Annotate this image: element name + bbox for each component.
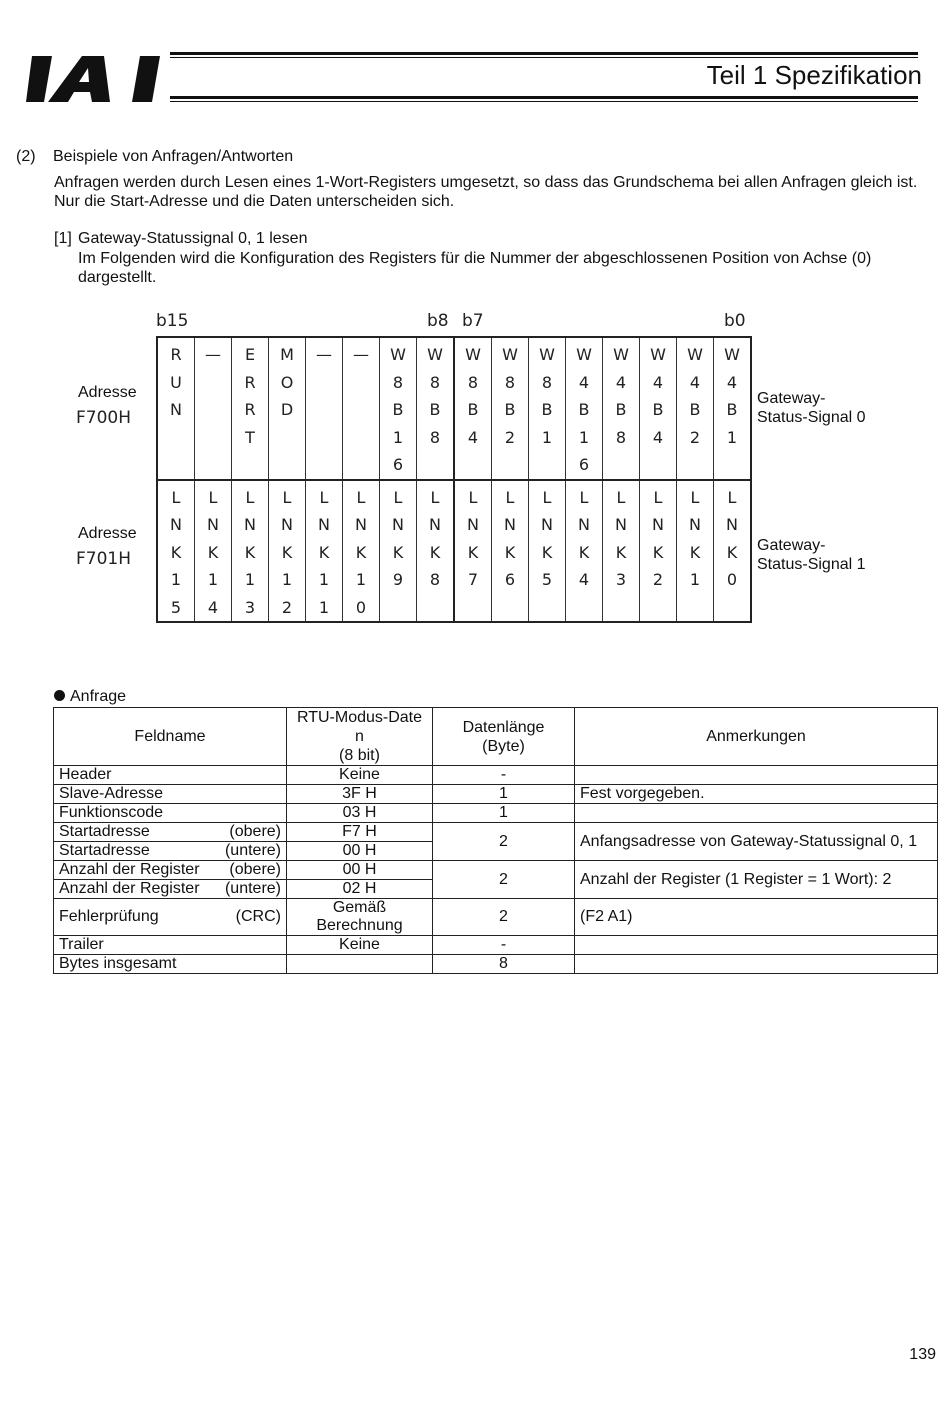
bit-label-b8: b8 xyxy=(427,311,449,331)
register-bit-cell xyxy=(380,480,417,623)
register-bit-label: L N K 1 4 xyxy=(207,487,219,617)
register-bit-label: L N K 8 xyxy=(429,487,441,589)
section-title: Beispiele von Anfragen/Antworten xyxy=(53,148,294,165)
register-bit-label: E R R T xyxy=(244,345,256,447)
cell-field xyxy=(54,842,287,861)
item-number: [1] xyxy=(54,230,72,247)
field-qualifier: (obere) xyxy=(229,823,281,840)
request-heading-text: Anfrage xyxy=(70,688,127,705)
bit-label-b7: b7 xyxy=(462,311,484,331)
register-bit-label: W 8 B 1 xyxy=(539,345,555,447)
cell-field xyxy=(54,823,287,842)
register-bit-label: L N K 1 2 xyxy=(281,487,293,617)
col-header-length xyxy=(433,708,575,766)
field-name: Anzahl der Register xyxy=(59,861,200,878)
iai-logo xyxy=(26,50,166,108)
cell-field xyxy=(54,880,287,899)
item-text: Im Folgenden wird die Konfiguration des Registers für die Nummer der abgeschlossenen Position von Achse (0) dargestellt. xyxy=(78,250,872,286)
register-bit-cell xyxy=(269,480,306,623)
register-bit-cell xyxy=(603,337,640,480)
register-bit-cell xyxy=(157,337,195,480)
col-header-length-line1: Datenlänge xyxy=(462,718,545,736)
register-bit-cell xyxy=(492,337,529,480)
address-value-1: F701H xyxy=(76,549,132,569)
cell-length: 8 xyxy=(433,955,575,974)
table-row xyxy=(54,804,938,823)
register-bit-cell xyxy=(566,480,603,623)
cell-rtu xyxy=(287,766,433,785)
col-header-remarks: Anmerkungen xyxy=(575,708,938,766)
register-bit-cell xyxy=(603,480,640,623)
field-name: Fehlerprüfung xyxy=(59,908,159,925)
register-bit-cell xyxy=(454,480,492,623)
field-qualifier: (obere) xyxy=(229,861,281,878)
register-bit-label: L N K 1 3 xyxy=(244,487,256,617)
register-bit-cell xyxy=(640,337,677,480)
part-title: Teil 1 Spezifikation xyxy=(706,60,922,90)
bit-label-b0: b0 xyxy=(724,311,746,331)
section-number: (2) xyxy=(16,148,36,165)
register-bit-label: L N K 9 xyxy=(392,487,404,589)
field-name: Slave-Adresse xyxy=(59,785,164,802)
register-bit-cell xyxy=(343,480,380,623)
cell-field xyxy=(54,785,287,804)
register-bit-label: L N K 7 xyxy=(467,487,479,589)
register-bit-cell xyxy=(306,337,343,480)
register-bit-label: L N K 0 xyxy=(726,487,738,589)
cell-remarks: Anfangsadresse von Gateway-Statussignal 0, 1 xyxy=(575,823,938,861)
cell-rtu xyxy=(287,899,433,936)
register-bit-label: R U N xyxy=(170,345,182,419)
cell-field xyxy=(54,955,287,974)
rtu-value: 00 H xyxy=(342,861,377,878)
signal-label-1-line2: Status-Signal 1 xyxy=(757,556,866,573)
register-bit-cell xyxy=(232,480,269,623)
register-bit-cell xyxy=(157,480,195,623)
rtu-value: 3F H xyxy=(342,785,377,802)
cell-remarks xyxy=(575,766,938,785)
cell-rtu xyxy=(287,785,433,804)
field-name: Startadresse xyxy=(59,842,150,859)
register-bit-cell xyxy=(566,337,603,480)
table-row xyxy=(54,955,938,974)
bullet-icon xyxy=(54,690,65,701)
section-paragraph: Anfragen werden durch Lesen eines 1-Wort-Registers umgesetzt, so dass das Grundschema bei allen Anfragen gleich ist. Nur die Start-Adresse und die Daten unterscheiden sich. xyxy=(54,174,918,210)
cell-remarks: Anzahl der Register (1 Register = 1 Wort): 2 xyxy=(575,861,938,899)
register-bit-label: W 4 B 8 xyxy=(613,345,629,447)
register-bit-label: L N K 5 xyxy=(541,487,553,589)
cell-rtu xyxy=(287,842,433,861)
field-qualifier: (untere) xyxy=(224,842,281,859)
cell-remarks: Fest vorgegeben. xyxy=(575,785,938,804)
cell-field xyxy=(54,804,287,823)
cell-rtu xyxy=(287,955,433,974)
field-name: Bytes insgesamt xyxy=(59,955,177,972)
cell-remarks xyxy=(575,936,938,955)
signal-label-0-line2: Status-Signal 0 xyxy=(757,409,866,426)
register-bit-cell xyxy=(232,337,269,480)
field-qualifier: (CRC) xyxy=(235,908,281,925)
register-bit-label: L N K 4 xyxy=(578,487,590,589)
table-row xyxy=(54,766,938,785)
register-bit-label: L N K 1 0 xyxy=(355,487,367,617)
col-header-length-line2: (Byte) xyxy=(482,737,525,755)
page-number: 139 xyxy=(909,1346,936,1363)
register-bit-label: — xyxy=(353,345,369,364)
cell-remarks xyxy=(575,955,938,974)
cell-rtu xyxy=(287,804,433,823)
register-bit-cell xyxy=(417,337,455,480)
register-row xyxy=(157,337,751,480)
register-diagram xyxy=(156,336,752,623)
header-rule-bottom-thin xyxy=(170,101,918,102)
register-bit-cell xyxy=(343,337,380,480)
rtu-value: 00 H xyxy=(342,842,377,859)
address-label-0: Adresse xyxy=(78,384,137,401)
col-header-rtu xyxy=(287,708,433,766)
field-name: Startadresse xyxy=(59,823,150,840)
request-heading xyxy=(54,688,126,706)
cell-length: 2 xyxy=(433,861,575,899)
cell-rtu xyxy=(287,861,433,880)
register-bit-label: L N K 2 xyxy=(652,487,664,589)
table-row xyxy=(54,936,938,955)
register-bit-cell xyxy=(306,480,343,623)
register-bit-cell xyxy=(492,480,529,623)
register-row xyxy=(157,480,751,623)
field-qualifier: (untere) xyxy=(224,880,281,897)
rtu-value: 02 H xyxy=(342,880,377,897)
col-header-field: Feldname xyxy=(54,708,287,766)
cell-length: 2 xyxy=(433,899,575,936)
cell-remarks: (F2 A1) xyxy=(575,899,938,936)
cell-field xyxy=(54,766,287,785)
cell-rtu xyxy=(287,880,433,899)
signal-label-1 xyxy=(757,536,866,574)
field-name: Trailer xyxy=(59,936,104,953)
request-table xyxy=(53,707,938,974)
cell-length: 2 xyxy=(433,823,575,861)
rtu-value: Berechnung xyxy=(316,917,403,934)
register-bit-cell xyxy=(380,337,417,480)
field-name: Anzahl der Register xyxy=(59,880,200,897)
cell-field xyxy=(54,861,287,880)
header-rule-middle xyxy=(170,57,918,58)
cell-remarks xyxy=(575,804,938,823)
register-bit-label: L N K 3 xyxy=(615,487,627,589)
col-header-rtu-line3: (8 bit) xyxy=(339,747,380,764)
register-bit-label: L N K 1 xyxy=(689,487,701,589)
register-bit-label: M O D xyxy=(280,345,294,419)
rtu-value: Keine xyxy=(339,766,380,783)
register-bit-cell xyxy=(529,480,566,623)
header-rule-bottom xyxy=(170,96,918,99)
register-bit-cell xyxy=(269,337,306,480)
register-bit-label: — xyxy=(316,345,332,364)
col-header-rtu-line1: RTU-Modus-Date xyxy=(296,709,423,726)
cell-length: - xyxy=(433,936,575,955)
register-bit-label: W 8 B 2 xyxy=(502,345,518,447)
register-bit-label: L N K 6 xyxy=(504,487,516,589)
address-label-1: Adresse xyxy=(78,525,137,542)
register-bit-cell xyxy=(640,480,677,623)
register-bit-cell xyxy=(195,337,232,480)
signal-label-1-line1: Gateway- xyxy=(757,537,826,554)
table-row xyxy=(54,861,938,880)
register-bit-label: — xyxy=(205,345,221,364)
cell-length: - xyxy=(433,766,575,785)
register-bit-cell xyxy=(714,480,752,623)
register-bit-cell xyxy=(677,480,714,623)
field-name: Header xyxy=(59,766,112,783)
register-bit-label: W 8 B 1 6 xyxy=(390,345,406,474)
field-name: Funktionscode xyxy=(59,804,164,821)
address-value-0: F700H xyxy=(76,408,132,428)
register-bit-label: W 4 B 1 6 xyxy=(576,345,592,474)
table-row xyxy=(54,823,938,842)
table-row xyxy=(54,785,938,804)
rtu-value: Gemäß xyxy=(332,899,387,916)
register-bit-label: W 4 B 4 xyxy=(650,345,666,447)
cell-length: 1 xyxy=(433,785,575,804)
rtu-value: Keine xyxy=(339,936,380,953)
bit-label-b15: b15 xyxy=(156,311,189,331)
cell-field xyxy=(54,936,287,955)
register-bit-label: W 8 B 8 xyxy=(427,345,443,447)
rtu-value: 03 H xyxy=(342,804,377,821)
register-bit-cell xyxy=(454,337,492,480)
rtu-value: F7 H xyxy=(342,823,377,840)
register-bit-cell xyxy=(195,480,232,623)
register-bit-label: L N K 1 1 xyxy=(318,487,330,617)
table-row xyxy=(54,899,938,936)
cell-length: 1 xyxy=(433,804,575,823)
signal-label-0-line1: Gateway- xyxy=(757,390,826,407)
col-header-rtu-line2: n xyxy=(355,728,364,745)
register-bit-label: W 8 B 4 xyxy=(465,345,481,447)
register-bit-cell xyxy=(417,480,455,623)
register-bit-cell xyxy=(714,337,752,480)
cell-field xyxy=(54,899,287,936)
header-rule-top xyxy=(170,52,918,55)
register-bit-label: L N K 1 5 xyxy=(170,487,182,617)
register-bit-cell xyxy=(529,337,566,480)
cell-rtu xyxy=(287,936,433,955)
item-title: Gateway-Statussignal 0, 1 lesen xyxy=(78,230,308,247)
register-bit-cell xyxy=(677,337,714,480)
signal-label-0 xyxy=(757,389,866,427)
cell-rtu xyxy=(287,823,433,842)
register-bit-label: W 4 B 2 xyxy=(687,345,703,447)
register-bit-label: W 4 B 1 xyxy=(724,345,740,447)
